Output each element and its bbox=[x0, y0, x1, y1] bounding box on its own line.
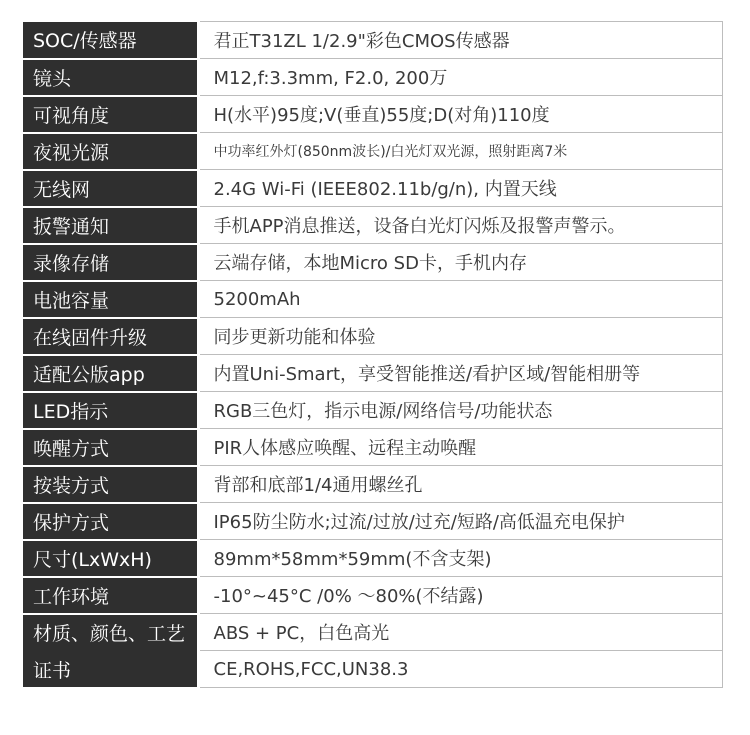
spec-value: 2.4G Wi-Fi (IEEE802.11b/g/n), 内置天线 bbox=[198, 170, 723, 207]
spec-label: LED指示 bbox=[23, 392, 198, 429]
spec-value: PIR人体感应唤醒、远程主动唤醒 bbox=[198, 429, 723, 466]
spec-value: 内置Uni-Smart，享受智能推送/看护区域/智能相册等 bbox=[198, 355, 723, 392]
spec-row-battery bbox=[23, 281, 723, 318]
spec-value: 89mm*58mm*59mm(不含支架) bbox=[198, 540, 723, 577]
spec-label: 电池容量 bbox=[23, 281, 198, 318]
spec-row-wakeup bbox=[23, 429, 723, 466]
spec-row-certificate bbox=[23, 651, 723, 688]
spec-label: 尺寸(LxWxH) bbox=[23, 540, 198, 577]
spec-label: 唤醒方式 bbox=[23, 429, 198, 466]
spec-value: RGB三色灯，指示电源/网络信号/功能状态 bbox=[198, 392, 723, 429]
spec-row-firmware bbox=[23, 318, 723, 355]
spec-label: 扳警通知 bbox=[23, 207, 198, 244]
spec-label: 夜视光源 bbox=[23, 133, 198, 170]
spec-row-material bbox=[23, 614, 723, 651]
spec-row-mounting bbox=[23, 466, 723, 503]
spec-table bbox=[23, 21, 723, 689]
spec-row-night-vision bbox=[23, 133, 723, 170]
spec-value: 背部和底部1/4通用螺丝孔 bbox=[198, 466, 723, 503]
spec-value: ABS + PC，白色高光 bbox=[198, 614, 723, 651]
spec-row-environment bbox=[23, 577, 723, 614]
spec-label: 无线网 bbox=[23, 170, 198, 207]
spec-row-lens bbox=[23, 59, 723, 96]
spec-row-protection bbox=[23, 503, 723, 540]
spec-row-app bbox=[23, 355, 723, 392]
spec-label: 保护方式 bbox=[23, 503, 198, 540]
spec-row-soc bbox=[23, 22, 723, 59]
spec-value: M12,f:3.3mm, F2.0, 200万 bbox=[198, 59, 723, 96]
spec-label: 材质、颜色、工艺 bbox=[23, 614, 198, 651]
spec-row-alarm bbox=[23, 207, 723, 244]
spec-value: 君正T31ZL 1/2.9"彩色CMOS传感器 bbox=[198, 22, 723, 59]
spec-value: 云端存储，本地Micro SD卡，手机内存 bbox=[198, 244, 723, 281]
spec-label: 在线固件升级 bbox=[23, 318, 198, 355]
spec-label: 录像存储 bbox=[23, 244, 198, 281]
spec-label: 工作环境 bbox=[23, 577, 198, 614]
spec-row-dimensions bbox=[23, 540, 723, 577]
spec-value: 中功率红外灯(850nm波长)/白光灯双光源，照射距离7米 bbox=[198, 133, 723, 170]
spec-label: SOC/传感器 bbox=[23, 22, 198, 59]
spec-label: 可视角度 bbox=[23, 96, 198, 133]
spec-label: 适配公版app bbox=[23, 355, 198, 392]
spec-label: 镜头 bbox=[23, 59, 198, 96]
spec-value: 5200mAh bbox=[198, 281, 723, 318]
spec-label: 证书 bbox=[23, 651, 198, 688]
spec-row-viewing-angle bbox=[23, 96, 723, 133]
spec-value: H(水平)95度;V(垂直)55度;D(对角)110度 bbox=[198, 96, 723, 133]
spec-value: 同步更新功能和体验 bbox=[198, 318, 723, 355]
spec-row-storage bbox=[23, 244, 723, 281]
spec-value: IP65防尘防水;过流/过放/过充/短路/高低温充电保护 bbox=[198, 503, 723, 540]
spec-label: 按装方式 bbox=[23, 466, 198, 503]
spec-value: 手机APP消息推送，设备白光灯闪烁及报警声警示。 bbox=[198, 207, 723, 244]
spec-row-led bbox=[23, 392, 723, 429]
spec-value: CE,ROHS,FCC,UN38.3 bbox=[198, 651, 723, 688]
spec-row-wireless bbox=[23, 170, 723, 207]
spec-value: -10°~45°C /0% ～80%(不结露) bbox=[198, 577, 723, 614]
